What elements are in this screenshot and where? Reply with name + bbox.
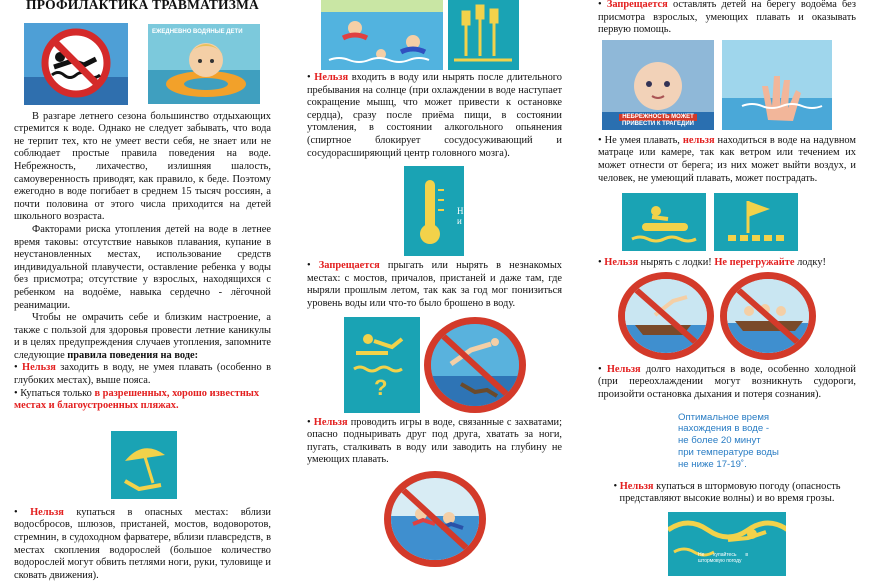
- rule-no-deep-water: • Нельзя заходить в воду, не умея плавать (особенно в глубоких местах), выше пояса.: [14, 362, 271, 387]
- page-title: ПРОФИЛАКТИКА ТРАВМАТИЗМА: [26, 0, 259, 12]
- rule-no-long-in-water: • Нельзя долго находиться в воде, особенно холодной (при переохлаждении могут возникнуть судороги, произойти остановка дыхания и потеря сознания).: [598, 363, 856, 400]
- rule-no-enter-after-sun: • Нельзя входить в воду или нырять после длительного пребывания на солнце (при охлаждении в воде наступает сокращение мышц, что может привести к остановке сердца), сразу после приёма пищи, в состоянии утомления, в состоянии алкогольного опьянения (спиртное блокирует сосудосуживающий и сосудорасширяющий центр головного мозга).: [307, 72, 562, 159]
- poster-images: [598, 40, 856, 132]
- diving-images: [307, 317, 562, 413]
- rules-intro-paragraph: Чтобы не омрачить себе и близким настроение, а также с пользой для здоровья провести летние каникулы и в целях предупреждения случаев утопления, запомните следующие правила поведения на воде:: [14, 312, 271, 361]
- overloaded-boat-icon: [727, 279, 811, 355]
- poster-line-4: ПРИВЕСТИ К ТРАГЕДИИ: [622, 120, 694, 127]
- boat-diving-icon: [625, 279, 709, 355]
- top-images: [307, 0, 562, 70]
- thermometer-image: [404, 166, 464, 256]
- no-overload-boat-sign-image: [720, 272, 816, 360]
- storm-swimmer-icon: [668, 512, 786, 576]
- note-line-5: не ниже 17-19˚.: [678, 458, 747, 470]
- intro-paragraph: В разгаре летнего сезона большинство отдыхающих стремится к воде. Однако не следует забывать, что вода не терпит тех, кто не умеет вести себя, не знает или не соблюдает простые правила поведения на воде. Небрежность, лихачество, излишняя шалость, самоуверенность приводят, как правило, к беде. Поэтому ежегодно в воде погибает в среднем 15 тысяч россиян, а почти половина от этого числа приходится на детей школьного возраста.: [14, 110, 271, 223]
- inflatable-images: [598, 193, 856, 251]
- baby-warning-poster-image: [602, 40, 714, 130]
- no-diving-sign-image: [424, 317, 526, 413]
- diving-sign-image: [344, 317, 420, 413]
- no-diving-icon: [431, 324, 521, 408]
- column-1: [14, 0, 271, 582]
- thermometer-mark: Н и: [457, 206, 464, 227]
- reeds-icon: [448, 0, 519, 70]
- column-3: [598, 0, 856, 576]
- float-flag-image: [714, 193, 798, 251]
- note-line-3: не более 20 минут: [678, 435, 761, 447]
- poster-line-3: НЕБРЕЖНОСТЬ МОЖЕТ: [619, 114, 697, 121]
- reeds-image: [448, 0, 519, 70]
- column-2: [307, 0, 562, 567]
- risk-factors-paragraph: Факторами риска утопления детей на воде в летнее время таковы: отсутствие навыков плавания, купание в неустановленных местах, использование средств индивидуальной плавучести, оставление ребенка у воды без присмотра; отсутствие у взрослых, находящихся с ребенком на водоёме, навыка сердечно - лёгочной реанимации.: [14, 223, 271, 311]
- thermometer-icon: [404, 166, 464, 256]
- note-line-2: нахождения в воде -: [678, 423, 770, 435]
- banner-text: ЕЖЕДНЕВНО ВОДЯНЫЕ ДЕТИ: [152, 28, 243, 35]
- note-line-4: при температуре воды: [678, 446, 779, 458]
- diving-icon: [344, 317, 420, 413]
- storm-sign-text: Не купайтесь в штормовую погоду: [698, 551, 748, 564]
- drowning-hand-image: [722, 40, 832, 130]
- rule-dangerous-places: • Нельзя купаться в опасных местах: вблизи водосбросов, шлюзов, пристаней, мостов, водоворотов, стремнин, в судоходном фарватере, вблизи плавсредств, в местах скопления водорослей (большое количество водорослей могут обвить петлями ноги, руки, туловище и сковать движения).: [14, 506, 271, 581]
- beach-umbrella-image: [111, 431, 177, 499]
- rule-no-inflatable: • Не умея плавать, нельзя находиться в воде на надувном матраце или камере, так как ветром или течением их может отнести от берега; из них может выйти воздух, и человек, не умеющий плавать, может пострадать.: [598, 134, 857, 184]
- rule-no-diving-unknown: • Запрещается прыгать или нырять в незнакомых местах: с мостов, причалов, пристаней и даже там, где ныряли прошлым летом, так как за год мог понизиться уровень воды или что-то было брошено в воду.: [307, 260, 562, 309]
- rule-no-storm-swimming: • Нельзя купаться в штормовую погоду (опасность представляют высокие волны) и во время грозы.: [613, 480, 841, 505]
- storm-sign-image: [668, 512, 786, 576]
- air-mattress-icon: [622, 193, 706, 251]
- beach-umbrella-icon: [111, 431, 177, 499]
- rule-no-grab-games: • Нельзя проводить игры в воде, связанные с захватами; опасно подныривать друг под друга, хватать за ноги, пугать, сталкивать в воду или заводить на глубину не умеющих плавать.: [307, 416, 562, 466]
- optimal-time-note: [678, 412, 856, 471]
- header-images: [14, 23, 271, 111]
- flag-icon: [714, 193, 798, 251]
- drowning-children-image: [321, 0, 443, 70]
- no-boat-diving-sign-image: [618, 272, 714, 360]
- boat-images: [598, 272, 856, 362]
- raised-hand-icon: [722, 40, 832, 130]
- no-grab-games-sign-image: [384, 471, 486, 567]
- no-swimming-icon: [24, 23, 128, 105]
- rule-no-leave-children: • Запрещается оставлять детей на берегу водоёма без присмотра взрослых, умеющих плавать и оказывать первую помощь.: [598, 0, 856, 36]
- rule-allowed-places: • Купаться только в разрешенных, хорошо известных местах и благоустроенных пляжах.: [14, 387, 260, 412]
- no-swimming-sign-image: [24, 23, 128, 105]
- rule-no-boat-diving: • Нельзя нырять с лодки! Не перегружайте лодку!: [598, 257, 826, 269]
- children-playing-icon: [391, 478, 481, 562]
- air-mattress-image: [622, 193, 706, 251]
- svg-text:?: ?: [374, 374, 388, 400]
- swimmers-icon: [321, 0, 443, 70]
- note-line-1: Оптимальное время: [678, 411, 770, 423]
- child-in-float-ring-image: [148, 24, 260, 104]
